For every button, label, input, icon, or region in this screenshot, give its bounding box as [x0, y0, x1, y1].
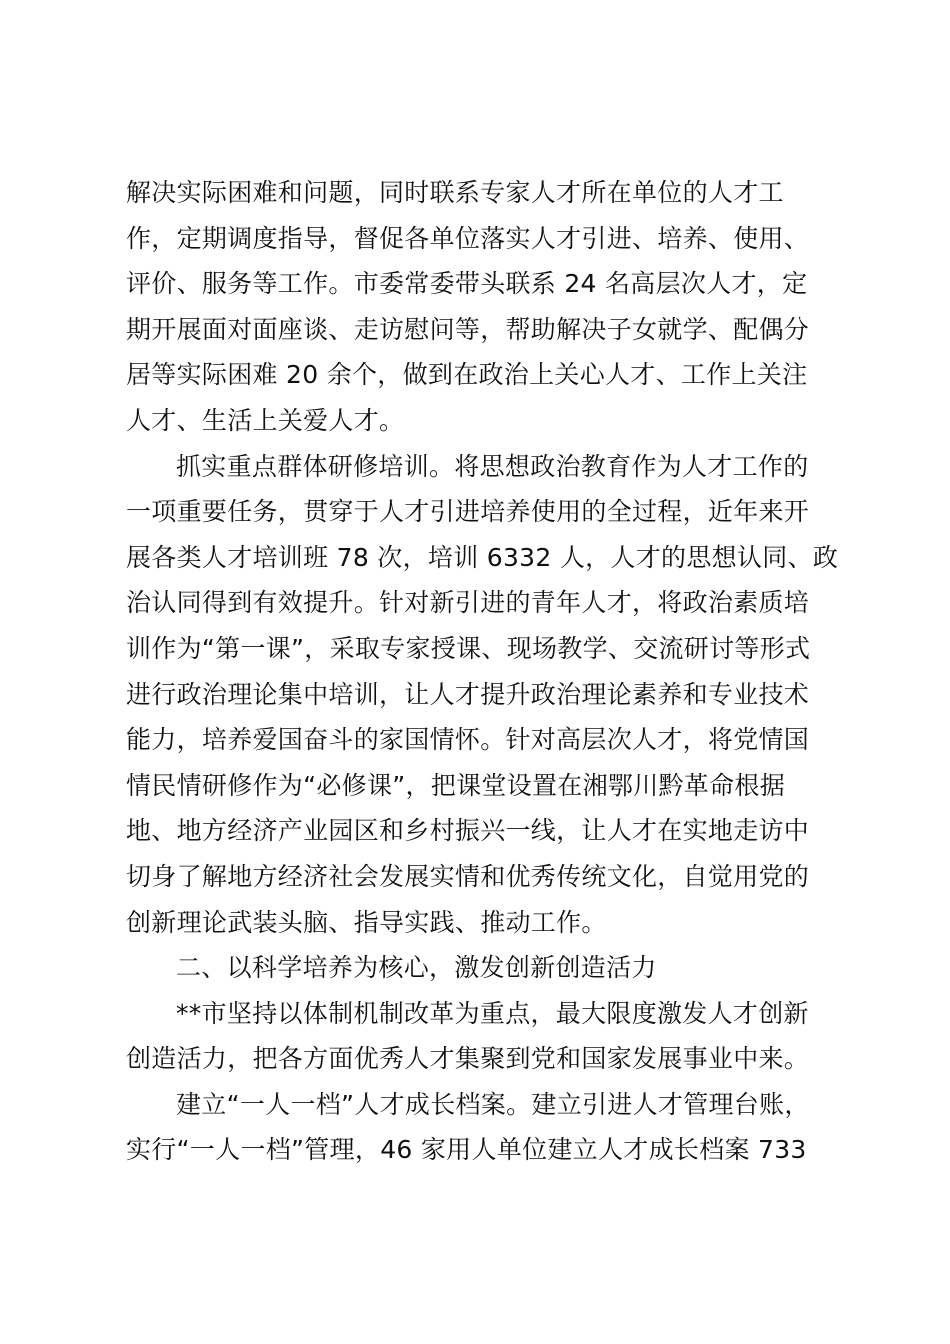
text-line: 抓实重点群体研修培训。将思想政治教育作为人才工作的 — [176, 451, 809, 481]
text-line: 一项重要任务，贯穿于人才引进培养使用的全过程，近年来开 — [126, 497, 810, 527]
text-line: 切身了解地方经济社会发展实情和优秀传统文化，自觉用党的 — [126, 861, 810, 891]
body-text — [126, 170, 839, 1173]
text-line: 期开展面对面座谈、走访慰问等，帮助解决子女就学、配偶分 — [126, 314, 810, 344]
text-line: 实行“一人一档”管理，46 家用人单位建立人才成长档案 733 — [126, 1135, 807, 1165]
text-line: **市坚持以体制机制改革为重点，最大限度激发人才创新 — [176, 998, 809, 1028]
text-line: 评价、服务等工作。市委常委带头联系 24 名高层次人才，定 — [126, 269, 808, 299]
text-line: 二、以科学培养为核心，激发创新创造活力 — [176, 953, 657, 983]
text-line: 地、地方经济产业园区和乡村振兴一线，让人才在实地走访中 — [126, 816, 810, 846]
text-line: 创造活力，把各方面优秀人才集聚到党和国家发展事业中来。 — [126, 1044, 810, 1074]
text-line: 居等实际困难 20 余个，做到在政治上关心人才、工作上关注 — [126, 360, 808, 390]
text-line: 创新理论武装头脑、指导实践、推动工作。 — [126, 907, 607, 937]
text-line: 人才、生活上关爱人才。 — [126, 405, 405, 435]
text-line: 展各类人才培训班 78 次，培训 6332 人，人才的思想认同、政 — [126, 542, 839, 572]
text-line: 能力，培养爱国奋斗的家国情怀。针对高层次人才，将党情国 — [126, 725, 810, 755]
text-line: 治认同得到有效提升。针对新引进的青年人才，将政治素质培 — [126, 588, 810, 618]
text-line: 进行政治理论集中培训，让人才提升政治理论素养和专业技术 — [126, 679, 810, 709]
text-line: 作，定期调度指导，督促各单位落实人才引进、培养、使用、 — [126, 223, 810, 253]
text-line: 解决实际困难和问题，同时联系专家人才所在单位的人才工 — [126, 178, 784, 207]
text-line: 训作为“第一课”，采取专家授课、现场教学、交流研讨等形式 — [126, 633, 811, 663]
text-line: 情民情研修作为“必修课”，把课堂设置在湘鄂川黔革命根据 — [126, 770, 786, 800]
text-line: 建立“一人一档”人才成长档案。建立引进人才管理台账， — [176, 1089, 810, 1119]
